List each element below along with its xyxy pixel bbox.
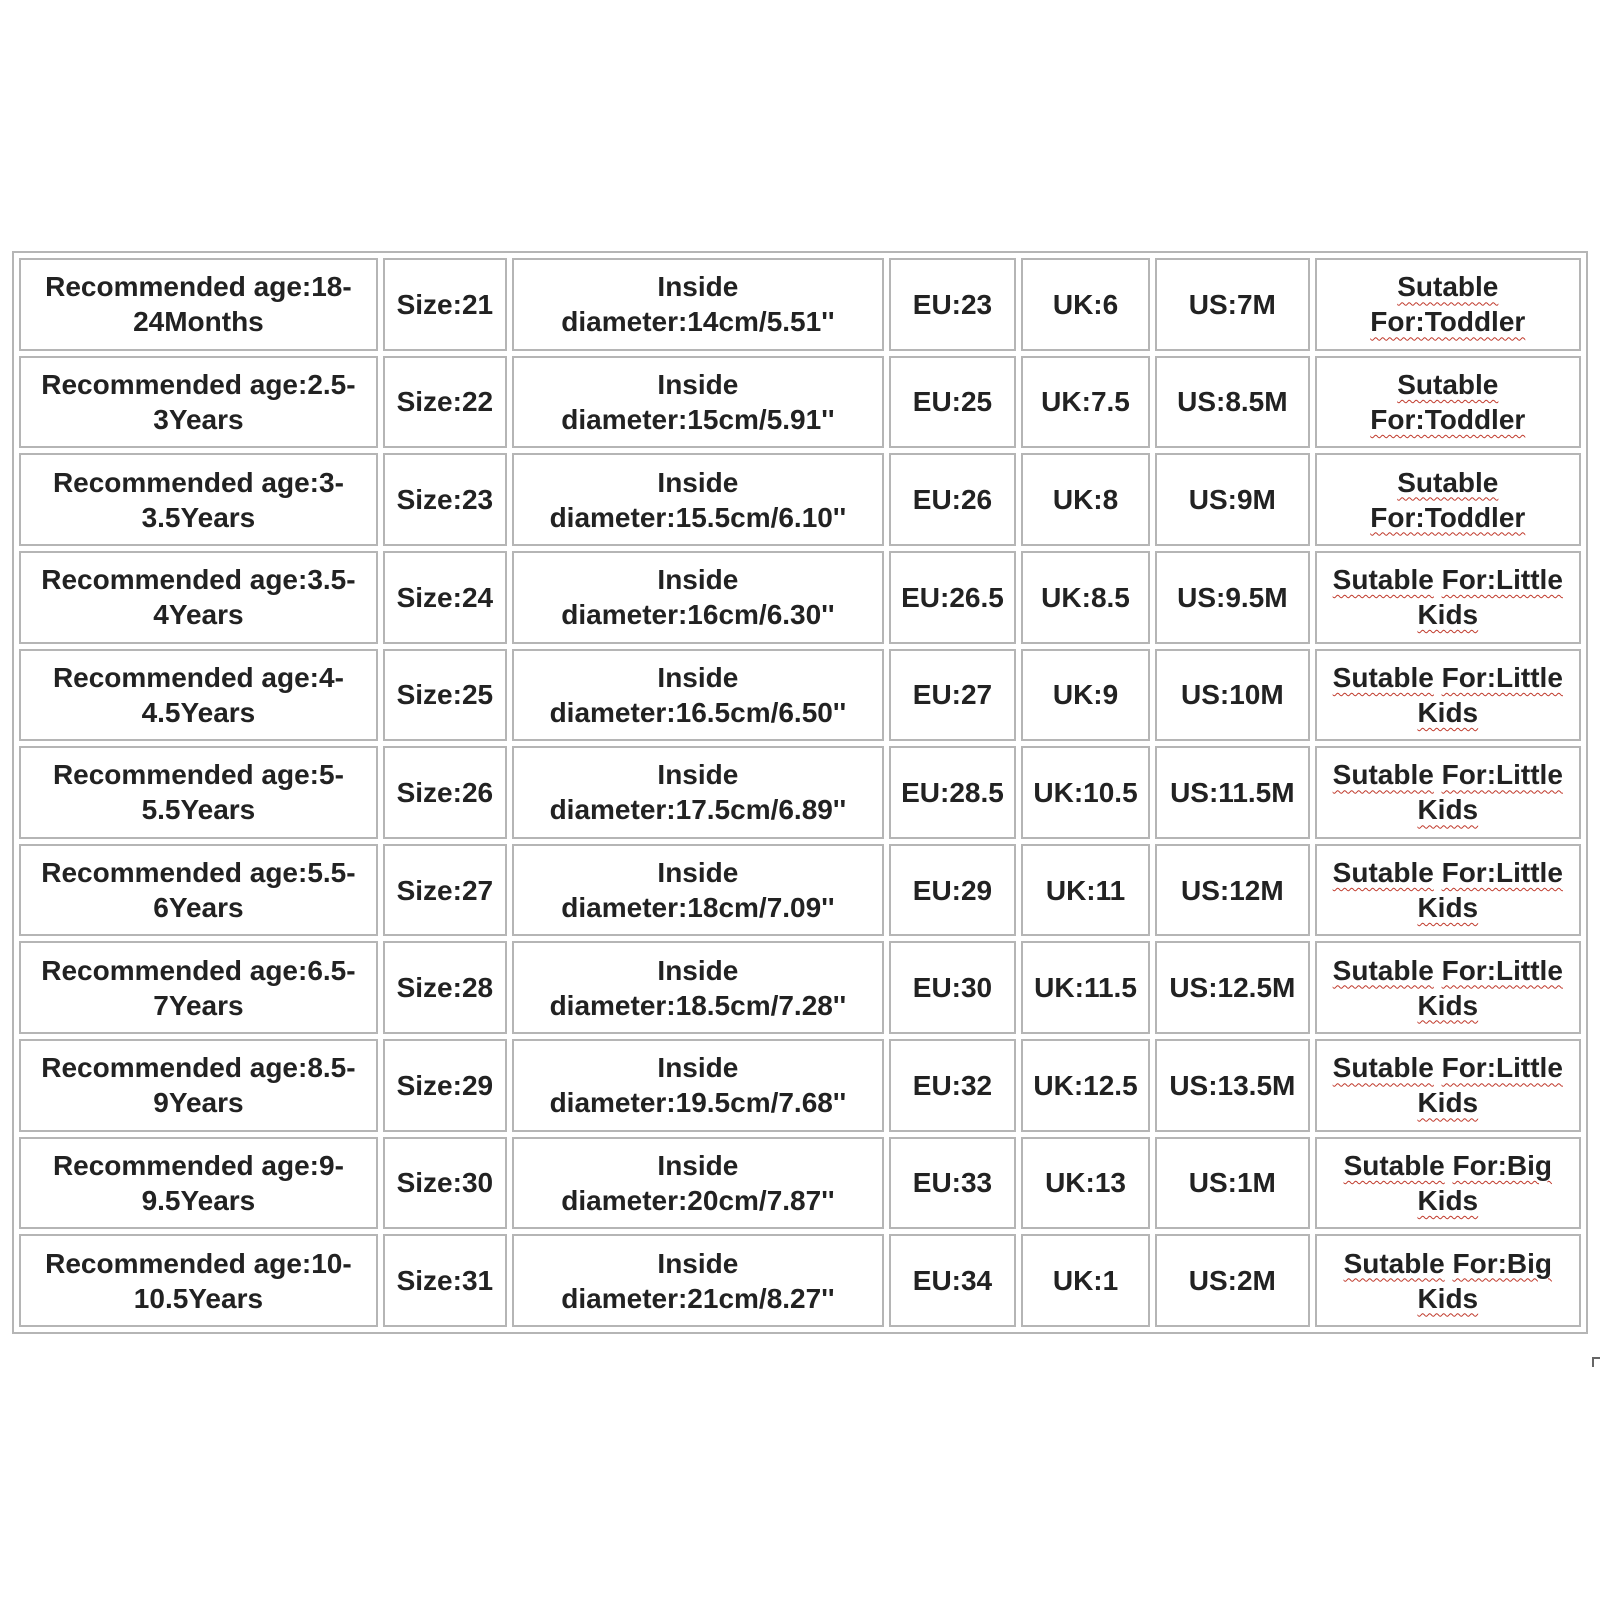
cell-eu: EU:26: [889, 453, 1016, 546]
cell-eu: EU:32: [889, 1039, 1016, 1132]
cell-us: US:13.5M: [1155, 1039, 1310, 1132]
suitable-suffix: For:Little Kids: [1417, 857, 1563, 924]
cell-uk: UK:10.5: [1021, 746, 1150, 839]
cell-diameter: Inside diameter:18.5cm/7.28'': [512, 941, 884, 1034]
suitable-prefix: Sutable: [1332, 759, 1434, 791]
cell-uk: UK:13: [1021, 1137, 1150, 1230]
cell-suitable: [1315, 941, 1581, 1034]
cell-suitable: [1315, 258, 1581, 351]
cell-eu: EU:27: [889, 649, 1016, 742]
cell-size: Size:30: [383, 1137, 507, 1230]
cell-age: Recommended age:5-5.5Years: [19, 746, 378, 839]
cell-size: Size:27: [383, 844, 507, 937]
cell-size: Size:22: [383, 356, 507, 449]
cell-eu: EU:25: [889, 356, 1016, 449]
suitable-suffix: For:Toddler: [1370, 403, 1526, 435]
cell-us: US:1M: [1155, 1137, 1310, 1230]
size-chart-table-frame: [12, 251, 1588, 1334]
corner-bracket-mark: [1592, 1357, 1600, 1367]
suitable-prefix: Sutable: [1332, 1052, 1434, 1084]
cell-suitable: [1315, 844, 1581, 937]
cell-age: Recommended age:8.5-9Years: [19, 1039, 378, 1132]
cell-uk: UK:8.5: [1021, 551, 1150, 644]
cell-diameter: Inside diameter:20cm/7.87'': [512, 1137, 884, 1230]
suitable-suffix: For:Big Kids: [1417, 1149, 1553, 1216]
cell-diameter: Inside diameter:21cm/8.27'': [512, 1234, 884, 1327]
size-chart-body: [19, 258, 1581, 1327]
cell-size: Size:29: [383, 1039, 507, 1132]
cell-suitable: [1315, 1039, 1581, 1132]
cell-age: Recommended age:10-10.5Years: [19, 1234, 378, 1327]
suitable-suffix: For:Toddler: [1370, 501, 1526, 533]
cell-diameter: Inside diameter:18cm/7.09'': [512, 844, 884, 937]
cell-size: Size:24: [383, 551, 507, 644]
suitable-suffix: For:Little Kids: [1417, 954, 1563, 1021]
cell-uk: UK:7.5: [1021, 356, 1150, 449]
cell-suitable: [1315, 356, 1581, 449]
cell-uk: UK:8: [1021, 453, 1150, 546]
cell-diameter: Inside diameter:16.5cm/6.50'': [512, 649, 884, 742]
cell-uk: UK:1: [1021, 1234, 1150, 1327]
cell-suitable: [1315, 1234, 1581, 1327]
table-row: [19, 1137, 1581, 1230]
cell-diameter: Inside diameter:15.5cm/6.10'': [512, 453, 884, 546]
cell-us: US:12M: [1155, 844, 1310, 937]
cell-uk: UK:11.5: [1021, 941, 1150, 1034]
cell-us: US:9.5M: [1155, 551, 1310, 644]
cell-size: Size:25: [383, 649, 507, 742]
cell-uk: UK:6: [1021, 258, 1150, 351]
size-chart-table: [14, 253, 1586, 1332]
table-row: [19, 551, 1581, 644]
cell-age: Recommended age:2.5-3Years: [19, 356, 378, 449]
cell-suitable: [1315, 453, 1581, 546]
suitable-prefix: Sutable: [1343, 1247, 1445, 1279]
cell-size: Size:26: [383, 746, 507, 839]
cell-diameter: Inside diameter:19.5cm/7.68'': [512, 1039, 884, 1132]
cell-age: Recommended age:18-24Months: [19, 258, 378, 351]
suitable-prefix: Sutable: [1332, 954, 1434, 986]
suitable-prefix: Sutable: [1397, 271, 1499, 303]
cell-age: Recommended age:5.5-6Years: [19, 844, 378, 937]
table-row: [19, 1039, 1581, 1132]
cell-age: Recommended age:4-4.5Years: [19, 649, 378, 742]
cell-eu: EU:26.5: [889, 551, 1016, 644]
cell-suitable: [1315, 746, 1581, 839]
cell-diameter: Inside diameter:15cm/5.91'': [512, 356, 884, 449]
cell-us: US:7M: [1155, 258, 1310, 351]
suitable-suffix: For:Little Kids: [1417, 564, 1563, 631]
suitable-suffix: For:Little Kids: [1417, 661, 1563, 728]
table-row: [19, 356, 1581, 449]
cell-age: Recommended age:3.5-4Years: [19, 551, 378, 644]
cell-age: Recommended age:6.5-7Years: [19, 941, 378, 1034]
cell-suitable: [1315, 551, 1581, 644]
cell-age: Recommended age:3-3.5Years: [19, 453, 378, 546]
suitable-suffix: For:Toddler: [1370, 306, 1526, 338]
cell-eu: EU:34: [889, 1234, 1016, 1327]
cell-us: US:2M: [1155, 1234, 1310, 1327]
cell-us: US:11.5M: [1155, 746, 1310, 839]
cell-eu: EU:30: [889, 941, 1016, 1034]
cell-size: Size:21: [383, 258, 507, 351]
cell-diameter: Inside diameter:14cm/5.51'': [512, 258, 884, 351]
suitable-prefix: Sutable: [1332, 564, 1434, 596]
table-row: [19, 453, 1581, 546]
cell-uk: UK:9: [1021, 649, 1150, 742]
table-row: [19, 1234, 1581, 1327]
table-row: [19, 746, 1581, 839]
cell-uk: UK:11: [1021, 844, 1150, 937]
cell-age: Recommended age:9-9.5Years: [19, 1137, 378, 1230]
cell-size: Size:31: [383, 1234, 507, 1327]
cell-us: US:8.5M: [1155, 356, 1310, 449]
cell-diameter: Inside diameter:16cm/6.30'': [512, 551, 884, 644]
suitable-suffix: For:Little Kids: [1417, 759, 1563, 826]
suitable-prefix: Sutable: [1343, 1149, 1445, 1181]
cell-suitable: [1315, 1137, 1581, 1230]
suitable-prefix: Sutable: [1332, 857, 1434, 889]
cell-diameter: Inside diameter:17.5cm/6.89'': [512, 746, 884, 839]
cell-eu: EU:33: [889, 1137, 1016, 1230]
cell-uk: UK:12.5: [1021, 1039, 1150, 1132]
cell-us: US:10M: [1155, 649, 1310, 742]
suitable-suffix: For:Big Kids: [1417, 1247, 1553, 1314]
table-row: [19, 941, 1581, 1034]
table-row: [19, 258, 1581, 351]
cell-eu: EU:29: [889, 844, 1016, 937]
cell-eu: EU:28.5: [889, 746, 1016, 839]
cell-size: Size:28: [383, 941, 507, 1034]
suitable-prefix: Sutable: [1332, 661, 1434, 693]
cell-size: Size:23: [383, 453, 507, 546]
table-row: [19, 844, 1581, 937]
cell-eu: EU:23: [889, 258, 1016, 351]
suitable-prefix: Sutable: [1397, 466, 1499, 498]
suitable-suffix: For:Little Kids: [1417, 1052, 1563, 1119]
table-row: [19, 649, 1581, 742]
cell-us: US:12.5M: [1155, 941, 1310, 1034]
suitable-prefix: Sutable: [1397, 368, 1499, 400]
cell-suitable: [1315, 649, 1581, 742]
cell-us: US:9M: [1155, 453, 1310, 546]
